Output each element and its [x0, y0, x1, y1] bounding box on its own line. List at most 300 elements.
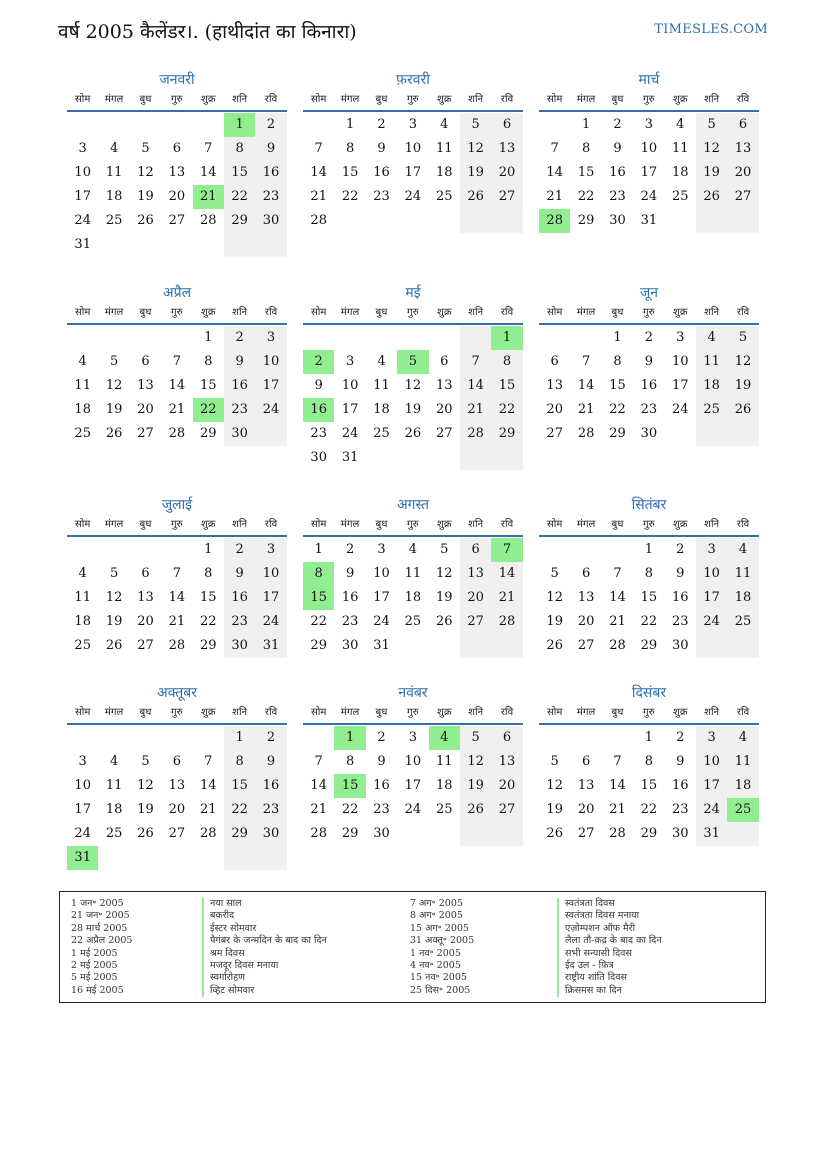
day-cell[interactable]: 25 — [727, 798, 758, 822]
day-cell[interactable]: 1 — [613, 330, 622, 345]
day-cell[interactable]: 20 — [137, 614, 154, 629]
day-cell[interactable]: 13 — [491, 137, 522, 161]
day-cell[interactable]: 18 — [727, 586, 758, 610]
day-cell[interactable]: 25 — [373, 426, 390, 441]
day-cell[interactable]: 12 — [727, 350, 758, 374]
day-cell[interactable]: 29 — [491, 422, 522, 446]
day-cell[interactable]: 5 — [397, 350, 428, 374]
day-cell[interactable]: 13 — [491, 750, 522, 774]
day-cell[interactable]: 18 — [404, 590, 422, 605]
day-cell[interactable]: 6 — [491, 113, 522, 137]
day-cell[interactable]: 12 — [546, 590, 563, 605]
day-cell[interactable]: 13 — [168, 778, 186, 793]
day-cell[interactable]: 17 — [696, 774, 727, 798]
day-cell[interactable]: 3 — [644, 117, 653, 132]
day-cell[interactable]: 24 — [255, 610, 286, 634]
day-cell[interactable]: 3 — [377, 542, 386, 557]
day-cell[interactable]: 6 — [172, 754, 181, 769]
day-cell[interactable]: 1 — [581, 117, 591, 132]
day-cell[interactable]: 8 — [613, 354, 622, 369]
day-cell[interactable]: 10 — [373, 566, 390, 581]
day-cell[interactable]: 4 — [429, 726, 460, 750]
day-cell[interactable]: 24 — [671, 402, 689, 417]
day-cell[interactable]: 25 — [74, 638, 91, 653]
day-cell[interactable]: 12 — [460, 137, 491, 161]
day-cell[interactable]: 12 — [105, 378, 123, 393]
day-cell[interactable]: 11 — [727, 562, 758, 586]
day-cell[interactable]: 28 — [491, 610, 522, 634]
day-cell[interactable]: 17 — [640, 165, 658, 180]
day-cell[interactable]: 11 — [105, 778, 123, 793]
day-cell[interactable]: 18 — [373, 402, 390, 417]
day-cell[interactable]: 17 — [696, 586, 727, 610]
day-cell[interactable]: 2 — [613, 117, 622, 132]
day-cell[interactable]: 28 — [539, 209, 570, 233]
day-cell[interactable]: 23 — [640, 402, 658, 417]
day-cell[interactable]: 30 — [224, 634, 255, 658]
day-cell[interactable]: 9 — [676, 754, 685, 769]
day-cell[interactable]: 10 — [640, 141, 658, 156]
day-cell[interactable]: 31 — [74, 237, 91, 252]
day-cell[interactable]: 25 — [671, 189, 689, 204]
site-link[interactable]: TIMESLES.COM — [654, 22, 768, 37]
day-cell[interactable]: 9 — [224, 562, 255, 586]
day-cell[interactable]: 6 — [581, 754, 591, 769]
day-cell[interactable]: 5 — [460, 113, 491, 137]
day-cell[interactable]: 21 — [609, 614, 626, 629]
day-cell[interactable]: 18 — [105, 189, 123, 204]
day-cell[interactable]: 26 — [460, 798, 491, 822]
day-cell[interactable]: 23 — [373, 189, 390, 204]
day-cell[interactable]: 7 — [613, 566, 622, 581]
day-cell[interactable]: 15 — [303, 586, 334, 610]
day-cell[interactable]: 21 — [460, 398, 491, 422]
day-cell[interactable]: 23 — [671, 802, 689, 817]
day-cell[interactable]: 7 — [460, 350, 491, 374]
day-cell[interactable]: 6 — [440, 354, 449, 369]
day-cell[interactable]: 9 — [377, 141, 386, 156]
day-cell[interactable]: 29 — [341, 826, 359, 841]
day-cell[interactable]: 9 — [224, 350, 255, 374]
day-cell[interactable]: 24 — [404, 802, 422, 817]
day-cell[interactable]: 22 — [491, 398, 522, 422]
day-cell[interactable]: 1 — [224, 113, 255, 137]
day-cell[interactable]: 25 — [696, 398, 727, 422]
day-cell[interactable]: 25 — [105, 213, 123, 228]
day-cell[interactable]: 21 — [546, 189, 563, 204]
day-cell[interactable]: 5 — [727, 326, 758, 350]
day-cell[interactable]: 13 — [577, 590, 595, 605]
day-cell[interactable]: 27 — [491, 185, 522, 209]
day-cell[interactable]: 15 — [640, 590, 658, 605]
day-cell[interactable]: 30 — [310, 450, 327, 465]
day-cell[interactable]: 17 — [404, 778, 422, 793]
day-cell[interactable]: 12 — [546, 778, 563, 793]
day-cell[interactable]: 19 — [137, 802, 154, 817]
day-cell[interactable]: 19 — [137, 189, 154, 204]
day-cell[interactable]: 17 — [255, 374, 286, 398]
day-cell[interactable]: 15 — [224, 161, 255, 185]
day-cell[interactable]: 13 — [137, 378, 154, 393]
day-cell[interactable]: 14 — [491, 562, 522, 586]
day-cell[interactable]: 22 — [609, 402, 626, 417]
day-cell[interactable]: 16 — [671, 590, 689, 605]
day-cell[interactable]: 2 — [345, 542, 355, 557]
day-cell[interactable]: 21 — [491, 586, 522, 610]
day-cell[interactable]: 13 — [137, 590, 154, 605]
day-cell[interactable]: 12 — [696, 137, 727, 161]
day-cell[interactable]: 9 — [644, 354, 653, 369]
day-cell[interactable]: 1 — [224, 726, 255, 750]
day-cell[interactable]: 9 — [377, 754, 386, 769]
day-cell[interactable]: 16 — [609, 165, 626, 180]
day-cell[interactable]: 15 — [334, 774, 365, 798]
day-cell[interactable]: 24 — [74, 213, 91, 228]
day-cell[interactable]: 8 — [204, 354, 213, 369]
day-cell[interactable]: 23 — [255, 798, 286, 822]
day-cell[interactable]: 13 — [460, 562, 491, 586]
day-cell[interactable]: 30 — [255, 822, 286, 846]
day-cell[interactable]: 7 — [314, 754, 323, 769]
day-cell[interactable]: 6 — [460, 538, 491, 562]
day-cell[interactable]: 4 — [727, 726, 758, 750]
day-cell[interactable]: 1 — [644, 730, 653, 745]
day-cell[interactable]: 20 — [460, 586, 491, 610]
day-cell[interactable]: 8 — [224, 750, 255, 774]
day-cell[interactable]: 16 — [255, 161, 286, 185]
day-cell[interactable]: 15 — [577, 165, 595, 180]
day-cell[interactable]: 4 — [78, 354, 87, 369]
day-cell[interactable]: 7 — [491, 538, 522, 562]
day-cell[interactable]: 15 — [199, 590, 217, 605]
day-cell[interactable]: 9 — [345, 566, 355, 581]
day-cell[interactable]: 17 — [74, 189, 91, 204]
day-cell[interactable]: 29 — [310, 638, 327, 653]
day-cell[interactable]: 28 — [310, 213, 327, 228]
day-cell[interactable]: 1 — [334, 726, 365, 750]
day-cell[interactable]: 22 — [224, 798, 255, 822]
day-cell[interactable]: 19 — [696, 161, 727, 185]
day-cell[interactable]: 31 — [341, 450, 359, 465]
day-cell[interactable]: 3 — [408, 730, 417, 745]
day-cell[interactable]: 11 — [435, 754, 453, 769]
day-cell[interactable]: 13 — [546, 378, 563, 393]
day-cell[interactable]: 1 — [204, 330, 213, 345]
day-cell[interactable]: 11 — [404, 566, 422, 581]
day-cell[interactable]: 12 — [137, 778, 154, 793]
day-cell[interactable]: 9 — [255, 750, 286, 774]
day-cell[interactable]: 28 — [609, 826, 626, 841]
day-cell[interactable]: 6 — [550, 354, 559, 369]
day-cell[interactable]: 28 — [310, 826, 327, 841]
day-cell[interactable]: 21 — [577, 402, 595, 417]
day-cell[interactable]: 7 — [172, 354, 181, 369]
day-cell[interactable]: 11 — [74, 378, 91, 393]
day-cell[interactable]: 20 — [577, 802, 595, 817]
day-cell[interactable]: 16 — [373, 165, 390, 180]
day-cell[interactable]: 13 — [168, 165, 186, 180]
day-cell[interactable]: 23 — [609, 189, 626, 204]
day-cell[interactable]: 14 — [310, 778, 327, 793]
day-cell[interactable]: 15 — [341, 165, 359, 180]
day-cell[interactable]: 25 — [74, 426, 91, 441]
day-cell[interactable]: 1 — [644, 542, 653, 557]
day-cell[interactable]: 1 — [204, 542, 213, 557]
day-cell[interactable]: 29 — [224, 822, 255, 846]
day-cell[interactable]: 31 — [640, 213, 658, 228]
day-cell[interactable]: 7 — [581, 354, 591, 369]
day-cell[interactable]: 23 — [341, 614, 359, 629]
day-cell[interactable]: 10 — [341, 378, 359, 393]
day-cell[interactable]: 23 — [373, 802, 390, 817]
day-cell[interactable]: 2 — [676, 730, 685, 745]
day-cell[interactable]: 19 — [546, 802, 563, 817]
day-cell[interactable]: 24 — [696, 798, 727, 822]
day-cell[interactable]: 5 — [550, 754, 559, 769]
day-cell[interactable]: 23 — [310, 426, 327, 441]
day-cell[interactable]: 6 — [581, 566, 591, 581]
day-cell[interactable]: 27 — [137, 426, 154, 441]
day-cell[interactable]: 18 — [74, 614, 91, 629]
day-cell[interactable]: 18 — [74, 402, 91, 417]
day-cell[interactable]: 12 — [435, 566, 453, 581]
day-cell[interactable]: 25 — [727, 610, 758, 634]
day-cell[interactable]: 7 — [204, 754, 213, 769]
day-cell[interactable]: 26 — [137, 213, 154, 228]
day-cell[interactable]: 20 — [727, 161, 758, 185]
day-cell[interactable]: 8 — [345, 754, 355, 769]
day-cell[interactable]: 13 — [435, 378, 453, 393]
day-cell[interactable]: 30 — [224, 422, 255, 446]
day-cell[interactable]: 9 — [676, 566, 685, 581]
day-cell[interactable]: 18 — [435, 165, 453, 180]
day-cell[interactable]: 20 — [577, 614, 595, 629]
day-cell[interactable]: 3 — [78, 754, 87, 769]
day-cell[interactable]: 15 — [491, 374, 522, 398]
day-cell[interactable]: 10 — [671, 354, 689, 369]
day-cell[interactable]: 25 — [404, 614, 422, 629]
day-cell[interactable]: 12 — [105, 590, 123, 605]
day-cell[interactable]: 31 — [67, 846, 98, 870]
day-cell[interactable]: 7 — [172, 566, 181, 581]
day-cell[interactable]: 2 — [255, 726, 286, 750]
day-cell[interactable]: 4 — [377, 354, 386, 369]
day-cell[interactable]: 26 — [460, 185, 491, 209]
day-cell[interactable]: 22 — [199, 614, 217, 629]
day-cell[interactable]: 29 — [577, 213, 595, 228]
day-cell[interactable]: 24 — [373, 614, 390, 629]
day-cell[interactable]: 5 — [550, 566, 559, 581]
day-cell[interactable]: 8 — [491, 350, 522, 374]
day-cell[interactable]: 4 — [696, 326, 727, 350]
day-cell[interactable]: 27 — [137, 638, 154, 653]
day-cell[interactable]: 14 — [609, 590, 626, 605]
day-cell[interactable]: 16 — [341, 590, 359, 605]
day-cell[interactable]: 4 — [109, 754, 119, 769]
day-cell[interactable]: 10 — [74, 778, 91, 793]
day-cell[interactable]: 9 — [314, 378, 323, 393]
day-cell[interactable]: 17 — [341, 402, 359, 417]
day-cell[interactable]: 26 — [696, 185, 727, 209]
day-cell[interactable]: 27 — [168, 826, 186, 841]
day-cell[interactable]: 15 — [199, 378, 217, 393]
day-cell[interactable]: 5 — [109, 354, 119, 369]
day-cell[interactable]: 16 — [671, 778, 689, 793]
day-cell[interactable]: 19 — [105, 614, 123, 629]
day-cell[interactable]: 10 — [696, 562, 727, 586]
day-cell[interactable]: 17 — [74, 802, 91, 817]
day-cell[interactable]: 3 — [255, 326, 286, 350]
day-cell[interactable]: 13 — [727, 137, 758, 161]
day-cell[interactable]: 24 — [341, 426, 359, 441]
day-cell[interactable]: 8 — [204, 566, 213, 581]
day-cell[interactable]: 20 — [491, 161, 522, 185]
day-cell[interactable]: 18 — [696, 374, 727, 398]
day-cell[interactable]: 22 — [341, 189, 359, 204]
day-cell[interactable]: 26 — [435, 614, 453, 629]
day-cell[interactable]: 9 — [613, 141, 622, 156]
day-cell[interactable]: 31 — [255, 634, 286, 658]
day-cell[interactable]: 10 — [74, 165, 91, 180]
day-cell[interactable]: 2 — [224, 326, 255, 350]
day-cell[interactable]: 4 — [727, 538, 758, 562]
day-cell[interactable]: 27 — [546, 426, 563, 441]
day-cell[interactable]: 9 — [255, 137, 286, 161]
day-cell[interactable]: 24 — [74, 826, 91, 841]
day-cell[interactable]: 30 — [373, 826, 390, 841]
day-cell[interactable]: 10 — [696, 750, 727, 774]
day-cell[interactable]: 29 — [640, 826, 658, 841]
day-cell[interactable]: 17 — [671, 378, 689, 393]
day-cell[interactable]: 11 — [435, 141, 453, 156]
day-cell[interactable]: 11 — [727, 750, 758, 774]
day-cell[interactable]: 19 — [727, 374, 758, 398]
day-cell[interactable]: 16 — [373, 778, 390, 793]
day-cell[interactable]: 5 — [141, 754, 150, 769]
day-cell[interactable]: 7 — [613, 754, 622, 769]
day-cell[interactable]: 31 — [373, 638, 390, 653]
day-cell[interactable]: 17 — [373, 590, 390, 605]
day-cell[interactable]: 27 — [491, 798, 522, 822]
day-cell[interactable]: 2 — [224, 538, 255, 562]
day-cell[interactable]: 14 — [168, 378, 186, 393]
day-cell[interactable]: 17 — [255, 586, 286, 610]
day-cell[interactable]: 27 — [577, 826, 595, 841]
day-cell[interactable]: 4 — [109, 141, 119, 156]
day-cell[interactable]: 15 — [640, 778, 658, 793]
day-cell[interactable]: 16 — [255, 774, 286, 798]
day-cell[interactable]: 16 — [640, 378, 658, 393]
day-cell[interactable]: 28 — [168, 638, 186, 653]
day-cell[interactable]: 1 — [345, 117, 355, 132]
day-cell[interactable]: 3 — [255, 538, 286, 562]
day-cell[interactable]: 18 — [435, 778, 453, 793]
day-cell[interactable]: 18 — [727, 774, 758, 798]
day-cell[interactable]: 6 — [172, 141, 181, 156]
day-cell[interactable]: 27 — [460, 610, 491, 634]
day-cell[interactable]: 28 — [609, 638, 626, 653]
day-cell[interactable]: 29 — [199, 426, 217, 441]
day-cell[interactable]: 27 — [168, 213, 186, 228]
day-cell[interactable]: 22 — [640, 802, 658, 817]
day-cell[interactable]: 8 — [581, 141, 591, 156]
day-cell[interactable]: 30 — [255, 209, 286, 233]
day-cell[interactable]: 11 — [373, 378, 390, 393]
day-cell[interactable]: 21 — [199, 802, 217, 817]
day-cell[interactable]: 30 — [341, 638, 359, 653]
day-cell[interactable]: 30 — [671, 826, 689, 841]
day-cell[interactable]: 27 — [435, 426, 453, 441]
day-cell[interactable]: 25 — [105, 826, 123, 841]
day-cell[interactable]: 11 — [671, 141, 689, 156]
day-cell[interactable]: 25 — [435, 189, 453, 204]
day-cell[interactable]: 4 — [676, 117, 685, 132]
day-cell[interactable]: 22 — [193, 398, 224, 422]
day-cell[interactable]: 6 — [141, 354, 150, 369]
day-cell[interactable]: 15 — [609, 378, 626, 393]
day-cell[interactable]: 2 — [377, 730, 386, 745]
day-cell[interactable]: 14 — [199, 165, 217, 180]
day-cell[interactable]: 20 — [546, 402, 563, 417]
day-cell[interactable]: 3 — [696, 538, 727, 562]
day-cell[interactable]: 26 — [105, 638, 123, 653]
day-cell[interactable]: 11 — [105, 165, 123, 180]
day-cell[interactable]: 21 — [168, 614, 186, 629]
day-cell[interactable]: 8 — [644, 754, 653, 769]
day-cell[interactable]: 14 — [546, 165, 563, 180]
day-cell[interactable]: 18 — [105, 802, 123, 817]
day-cell[interactable]: 3 — [676, 330, 685, 345]
day-cell[interactable]: 26 — [727, 398, 758, 422]
day-cell[interactable]: 8 — [345, 141, 355, 156]
day-cell[interactable]: 19 — [435, 590, 453, 605]
day-cell[interactable]: 24 — [404, 189, 422, 204]
day-cell[interactable]: 26 — [546, 638, 563, 653]
day-cell[interactable]: 21 — [310, 802, 327, 817]
day-cell[interactable]: 24 — [640, 189, 658, 204]
day-cell[interactable]: 19 — [460, 774, 491, 798]
day-cell[interactable]: 10 — [404, 754, 422, 769]
day-cell[interactable]: 26 — [546, 826, 563, 841]
day-cell[interactable]: 6 — [491, 726, 522, 750]
day-cell[interactable]: 14 — [577, 378, 595, 393]
day-cell[interactable]: 12 — [137, 165, 154, 180]
day-cell[interactable]: 4 — [78, 566, 87, 581]
day-cell[interactable]: 14 — [168, 590, 186, 605]
day-cell[interactable]: 2 — [676, 542, 685, 557]
day-cell[interactable]: 23 — [224, 398, 255, 422]
day-cell[interactable]: 28 — [460, 422, 491, 446]
day-cell[interactable]: 2 — [255, 113, 286, 137]
day-cell[interactable]: 16 — [224, 586, 255, 610]
day-cell[interactable]: 16 — [303, 398, 334, 422]
day-cell[interactable]: 29 — [199, 638, 217, 653]
day-cell[interactable]: 7 — [550, 141, 559, 156]
day-cell[interactable]: 2 — [377, 117, 386, 132]
day-cell[interactable]: 23 — [224, 610, 255, 634]
day-cell[interactable]: 3 — [78, 141, 87, 156]
day-cell[interactable]: 5 — [460, 726, 491, 750]
day-cell[interactable]: 22 — [577, 189, 595, 204]
day-cell[interactable]: 22 — [224, 185, 255, 209]
day-cell[interactable]: 19 — [460, 161, 491, 185]
day-cell[interactable]: 20 — [491, 774, 522, 798]
day-cell[interactable]: 20 — [168, 189, 186, 204]
day-cell[interactable]: 26 — [105, 426, 123, 441]
day-cell[interactable]: 3 — [345, 354, 355, 369]
day-cell[interactable]: 21 — [168, 402, 186, 417]
day-cell[interactable]: 14 — [609, 778, 626, 793]
